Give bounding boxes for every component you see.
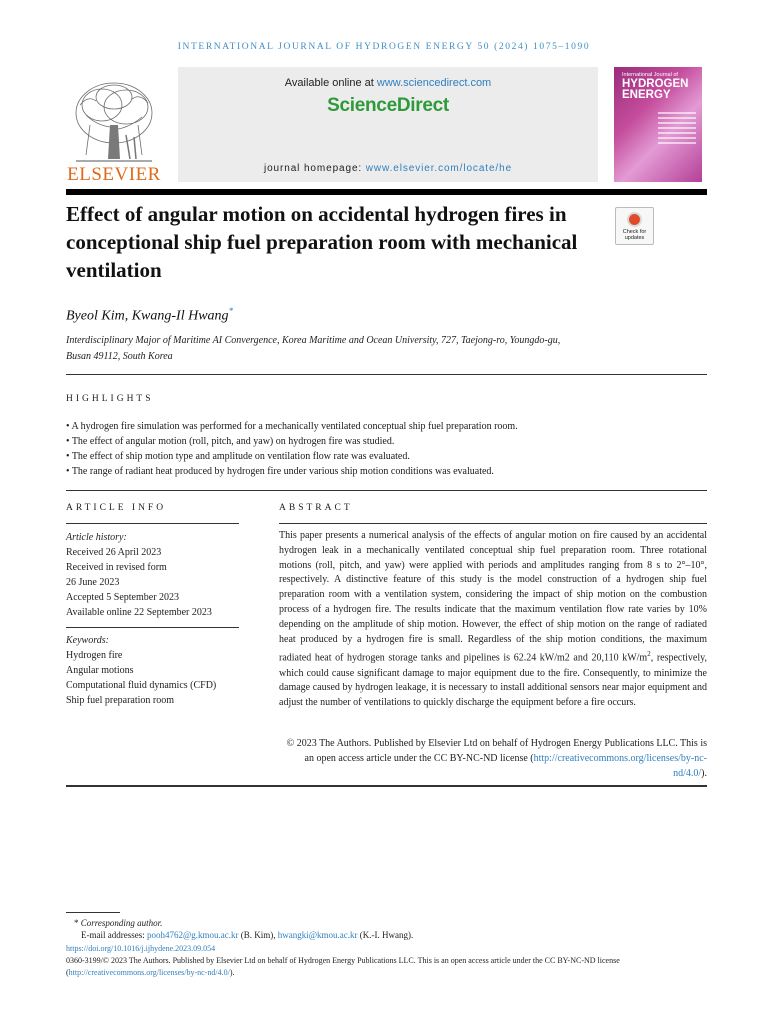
email-link[interactable]: hwangki@kmou.ac.kr [277, 930, 358, 940]
journal-homepage [178, 163, 598, 174]
bookmark-icon [627, 212, 642, 227]
divider [66, 490, 707, 491]
license-link[interactable]: http://creativecommons.org/licenses/by-nc-nd/4.0/ [533, 752, 707, 779]
cover-contents-lines [658, 112, 696, 147]
author-names: Byeol Kim, Kwang-Il Hwang [66, 308, 229, 324]
list-item: • The effect of angular motion (roll, pitch, and yaw) on hydrogen fire was studied. [66, 436, 395, 447]
email-link[interactable]: pooh4762@g.kmou.ac.kr [146, 930, 239, 940]
cover-title-line2: ENERGY [622, 89, 671, 101]
keyword: Hydrogen fire [66, 650, 123, 661]
keyword: Computational fluid dynamics (CFD) [66, 680, 217, 691]
abstract-text: This paper presents a numerical analysis of the effects of angular motion on fire caused by an accidental hydrogen leak in a mechanically ventilated conceptual ship fuel preparation room. Three rotational motions (roll, pitch, and yaw) were applied with periods and amplitudes ranging from 8 s to 2°–10°, respectively. A distinctive feature of this study is the model construction of a hydrogen ship fuel preparation room with a ventilation system, considering the impact of ship motion on the combustion process of a hydrogen fire. The results indicate that the maximum ventilation flow rate varies by 10% depending on the amplitude of ship motion. However, the effect of ship motion on the range of radiated heat produced by a hydrogen fire is small. Regardless of the ship motion conditions, the maximum radiated heat of hydrogen storage tanks and pipelines is 62.24 kW/m2 and 20,110 $kW/m^2$, respectively, which could cause significant damage to major equipment due to the fire. Consequently, to minimize the damage caused by hydrogen leakage, it is necessary to install additional sensors near major equipment and adjust the number of ventilations to quickly discharge the equipment before a fire occurs. [279, 530, 707, 709]
sciencedirect-link[interactable]: www.sciencedirect.com [376, 77, 492, 89]
homepage-label: journal homepage: [263, 163, 366, 174]
keywords-label: Keywords: [66, 635, 109, 646]
highlights-list [66, 419, 706, 479]
cover-subtitle: International Journal of [622, 72, 678, 78]
corresponding-author-note: * Corresponding author. [74, 918, 163, 928]
list-item: • The effect of ship motion type and amplitude on ventilation flow rate was evaluated. [66, 451, 410, 462]
journal-cover[interactable] [614, 67, 702, 182]
elsevier-wordmark: ELSEVIER [67, 164, 161, 185]
cover-title [622, 79, 688, 101]
article-history [66, 530, 239, 620]
history-item: 26 June 2023 [66, 577, 120, 588]
corresponding-author-mark[interactable]: * [228, 306, 234, 316]
list-item: • The range of radiant heat produced by hydrogen fire under various ship motion conditions was evaluated. [66, 466, 494, 477]
divider [279, 523, 707, 524]
divider [66, 785, 707, 787]
keyword: Ship fuel preparation room [66, 695, 175, 706]
copyright-footer: 0360-3199/© 2023 The Authors. Published by Elsevier Ltd on behalf of Hydrogen Energy Publications LLC. This is an open access article under the CC BY-NC-ND license (http://creativecommons.org/licenses/by-nc-nd/4.0/). [66, 956, 620, 977]
cover-title-line1: HYDROGEN [622, 78, 689, 90]
list-item: • A hydrogen fire simulation was performed for a mechanically ventilated conceptual ship fuel preparation room. [66, 421, 518, 432]
available-online [178, 77, 598, 89]
sciencedirect-logo: ScienceDirect [327, 95, 449, 116]
affiliation: Interdisciplinary Major of Maritime AI Convergence, Korea Maritime and Ocean University, 727, Taejong-ro, Youngdo-gu, Busan 49112, South Korea [66, 335, 561, 362]
journal-citation: INTERNATIONAL JOURNAL OF HYDROGEN ENERGY 50 (2024) 1075–1090 [177, 42, 591, 52]
doi-link[interactable]: https://doi.org/10.1016/j.ijhydene.2023.09.054 [66, 944, 216, 953]
divider [66, 523, 239, 524]
abstract-copyright: © 2023 The Authors. Published by Elsevier Ltd on behalf of Hydrogen Energy Publications LLC. This is an open access article under the CC BY-NC-ND license (http://creativecommons.org/licenses/by-nc-nd/4.0/). [286, 738, 707, 779]
article-info-heading: ARTICLE INFO [66, 503, 167, 513]
article-title: Effect of angular motion on accidental hydrogen fires in conceptional ship fuel preparation room with mechanical ventilation [66, 202, 578, 282]
history-item: Received 26 April 2023 [66, 547, 162, 558]
history-item: Available online 22 September 2023 [66, 607, 212, 618]
history-item: Received in revised form [66, 562, 167, 573]
highlights-heading: HIGHLIGHTS [66, 394, 154, 404]
header-rule [66, 189, 707, 195]
divider [66, 627, 239, 628]
history-label: Article history: [66, 532, 127, 543]
authors [66, 306, 233, 325]
journal-homepage-link[interactable]: www.elsevier.com/locate/he [365, 163, 513, 174]
available-online-label: Available online at [284, 77, 377, 89]
footnote-rule [66, 912, 120, 913]
divider [66, 374, 707, 375]
history-item: Accepted 5 September 2023 [66, 592, 180, 603]
keywords [66, 633, 239, 708]
keyword: Angular motions [66, 665, 134, 676]
license-link[interactable]: http://creativecommons.org/licenses/by-nc-nd/4.0/ [68, 968, 230, 977]
check-for-updates-button[interactable] [615, 207, 654, 245]
check-updates-label: Check for updates [622, 229, 647, 241]
abstract-heading: ABSTRACT [279, 503, 353, 513]
email-addresses: E-mail addresses: pooh4762@g.kmou.ac.kr (B. Kim), hwangki@kmou.ac.kr (K.-I. Hwang). [81, 930, 414, 940]
